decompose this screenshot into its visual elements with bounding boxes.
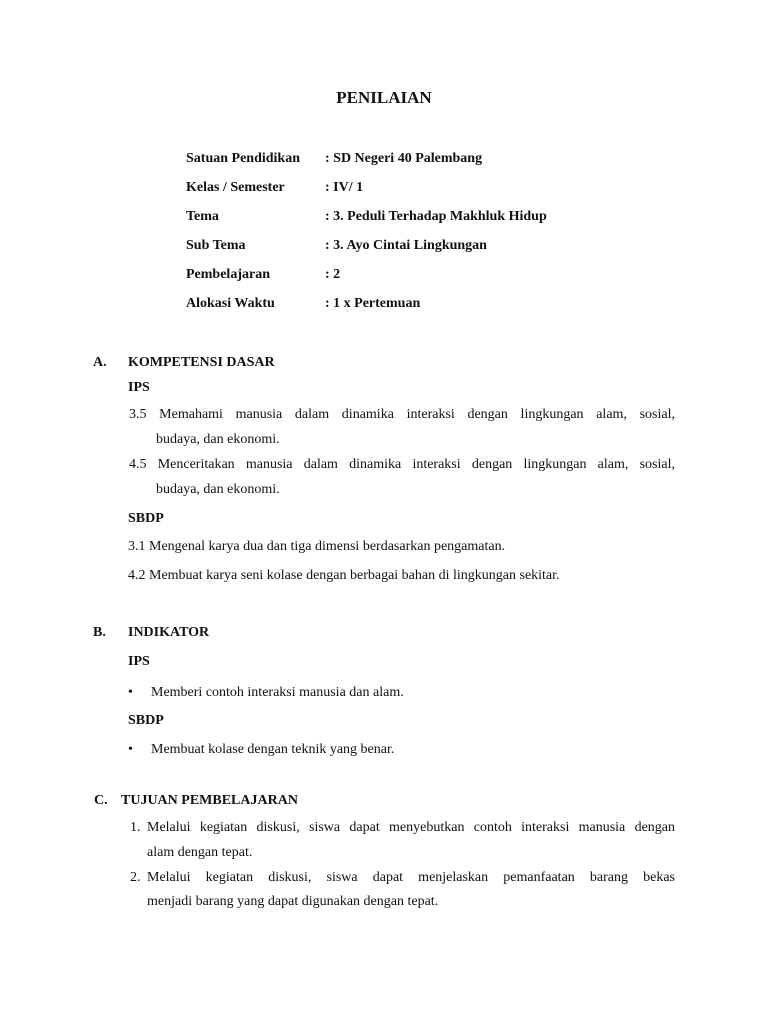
- section-title: KOMPETENSI DASAR: [128, 355, 275, 370]
- objective-line: menjadi barang yang dapat digunakan dengan tepat.: [147, 894, 439, 909]
- identity-label: Alokasi Waktu: [186, 296, 275, 311]
- identity-label: Kelas / Semester: [186, 180, 285, 195]
- page-title: PENILAIAN: [336, 88, 432, 107]
- bullet-icon: •: [128, 742, 133, 757]
- section-letter: A.: [93, 355, 107, 370]
- bullet-icon: •: [128, 685, 133, 700]
- subject-heading-sbdp: SBDP: [128, 713, 164, 728]
- identity-value: : 3. Ayo Cintai Lingkungan: [325, 238, 487, 253]
- identity-value: : SD Negeri 40 Palembang: [325, 151, 483, 166]
- identity-value: : 2: [325, 267, 341, 282]
- section-title: INDIKATOR: [128, 625, 210, 640]
- kd-item: [129, 402, 675, 452]
- objective-number: 2.: [130, 870, 141, 885]
- section-title: TUJUAN PEMBELAJARAN: [121, 793, 298, 808]
- kd-item: 3.1 Mengenal karya dua dan tiga dimensi berdasarkan pengamatan.: [128, 539, 506, 554]
- subject-heading-ips: IPS: [128, 654, 150, 669]
- kd-item-line: budaya, dan ekonomi.: [156, 482, 280, 497]
- objective-line: Melalui kegiatan diskusi, siswa dapat menjelaskan pemanfaatan barang bekas: [147, 870, 675, 885]
- identity-value: : 3. Peduli Terhadap Makhluk Hidup: [325, 209, 547, 224]
- identity-label: Pembelajaran: [186, 267, 270, 282]
- indicator-item: Memberi contoh interaksi manusia dan alam.: [151, 685, 404, 700]
- identity-value: : 1 x Pertemuan: [325, 296, 421, 311]
- objective-line: Melalui kegiatan diskusi, siswa dapat menyebutkan contoh interaksi manusia dengan: [147, 820, 675, 835]
- indicator-item: Membuat kolase dengan teknik yang benar.: [151, 742, 395, 757]
- identity-value: : IV/ 1: [325, 180, 364, 195]
- objective-number: 1.: [130, 820, 141, 835]
- subject-heading-sbdp: SBDP: [128, 511, 164, 526]
- kd-item: [129, 452, 675, 502]
- subject-heading-ips: IPS: [128, 380, 150, 395]
- section-letter: B.: [93, 625, 106, 640]
- identity-label: Tema: [186, 209, 219, 224]
- objective-line: alam dengan tepat.: [147, 845, 253, 860]
- identity-label: Sub Tema: [186, 238, 246, 253]
- section-letter: C.: [94, 793, 108, 808]
- identity-label: Satuan Pendidikan: [186, 151, 300, 166]
- kd-item-line: 3.5 Memahami manusia dalam dinamika interaksi dengan lingkungan alam, sosial,: [129, 407, 675, 422]
- kd-item-line: 4.5 Menceritakan manusia dalam dinamika interaksi dengan lingkungan alam, sosial,: [129, 457, 675, 472]
- kd-item: 4.2 Membuat karya seni kolase dengan berbagai bahan di lingkungan sekitar.: [128, 568, 560, 583]
- kd-item-line: budaya, dan ekonomi.: [156, 432, 280, 447]
